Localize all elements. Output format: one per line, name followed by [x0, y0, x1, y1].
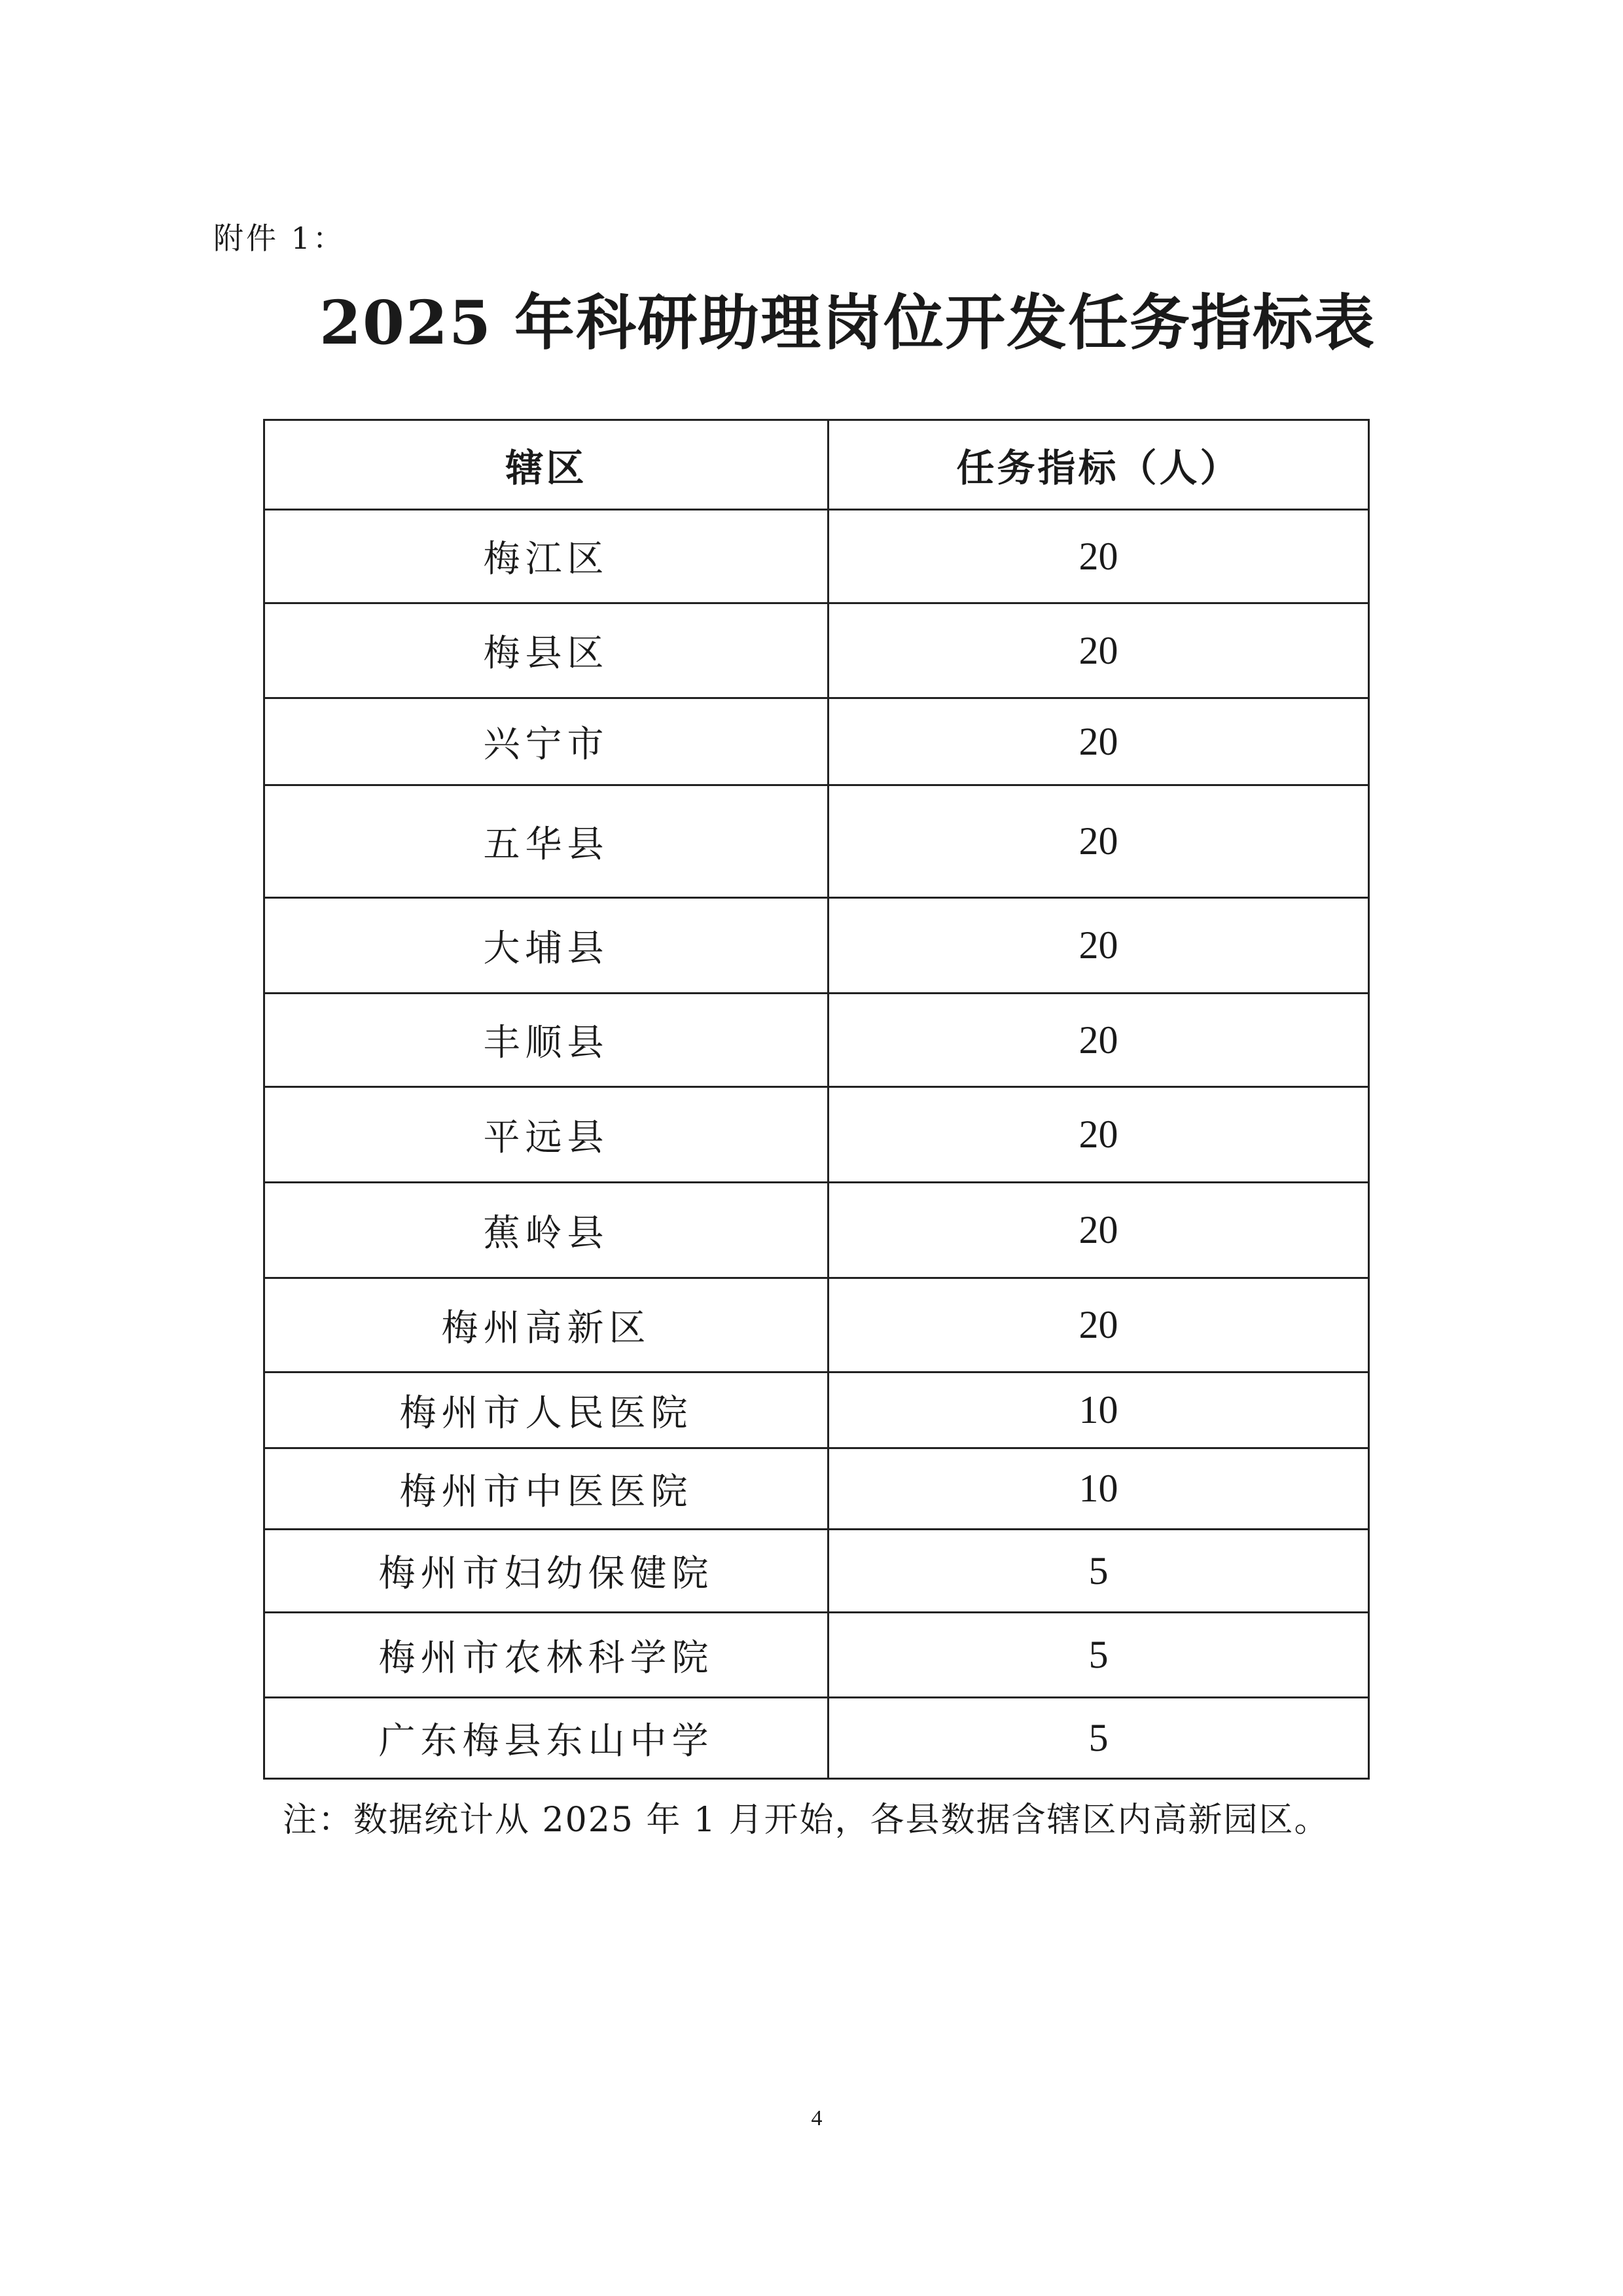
quota-cell: 20 — [829, 1278, 1369, 1372]
page-number: 4 — [811, 2106, 823, 2130]
table-row — [264, 1278, 1369, 1372]
quota-cell: 20 — [829, 898, 1369, 994]
district-cell: 兴宁市 — [264, 698, 829, 785]
table-header-row — [264, 420, 1369, 510]
district-cell: 梅州高新区 — [264, 1278, 829, 1372]
table-row — [264, 1613, 1369, 1698]
quota-cell: 10 — [829, 1372, 1369, 1448]
district-cell: 梅县区 — [264, 603, 829, 698]
table-row — [264, 994, 1369, 1087]
quota-cell: 5 — [829, 1530, 1369, 1613]
quota-cell: 20 — [829, 1183, 1369, 1278]
header-district: 辖区 — [264, 420, 829, 510]
header-quota: 任务指标（人） — [829, 420, 1369, 510]
attachment-label: 附件 1： — [213, 221, 346, 256]
quota-cell: 5 — [829, 1613, 1369, 1698]
table-row — [264, 1448, 1369, 1530]
district-cell: 梅州市人民医院 — [264, 1372, 829, 1448]
table-note: 注：数据统计从 2025 年 1 月开始，各县数据含辖区内高新园区。 — [283, 1801, 1330, 1840]
district-cell: 大埔县 — [264, 898, 829, 994]
table-row — [264, 898, 1369, 994]
quota-cell: 20 — [829, 510, 1369, 603]
table-row — [264, 1183, 1369, 1278]
quota-cell: 20 — [829, 994, 1369, 1087]
district-cell: 梅州市农林科学院 — [264, 1613, 829, 1698]
table-row — [264, 1530, 1369, 1613]
quota-table — [263, 419, 1370, 1780]
quota-cell: 10 — [829, 1448, 1369, 1530]
district-cell: 丰顺县 — [264, 994, 829, 1087]
quota-cell: 20 — [829, 603, 1369, 698]
table-row — [264, 510, 1369, 603]
table-row — [264, 1087, 1369, 1183]
district-cell: 梅州市妇幼保健院 — [264, 1530, 829, 1613]
table-row — [264, 1372, 1369, 1448]
district-cell: 梅州市中医医院 — [264, 1448, 829, 1530]
table-row — [264, 785, 1369, 898]
quota-cell: 5 — [829, 1698, 1369, 1779]
table-row — [264, 698, 1369, 785]
district-cell: 平远县 — [264, 1087, 829, 1183]
district-cell: 五华县 — [264, 785, 829, 898]
district-cell: 广东梅县东山中学 — [264, 1698, 829, 1779]
quota-cell: 20 — [829, 698, 1369, 785]
table-row — [264, 603, 1369, 698]
document-title: 2025 年科研助理岗位开发任务指标表 — [319, 287, 1376, 358]
quota-cell: 20 — [829, 1087, 1369, 1183]
quota-cell: 20 — [829, 785, 1369, 898]
district-cell: 梅江区 — [264, 510, 829, 603]
district-cell: 蕉岭县 — [264, 1183, 829, 1278]
table-row — [264, 1698, 1369, 1779]
